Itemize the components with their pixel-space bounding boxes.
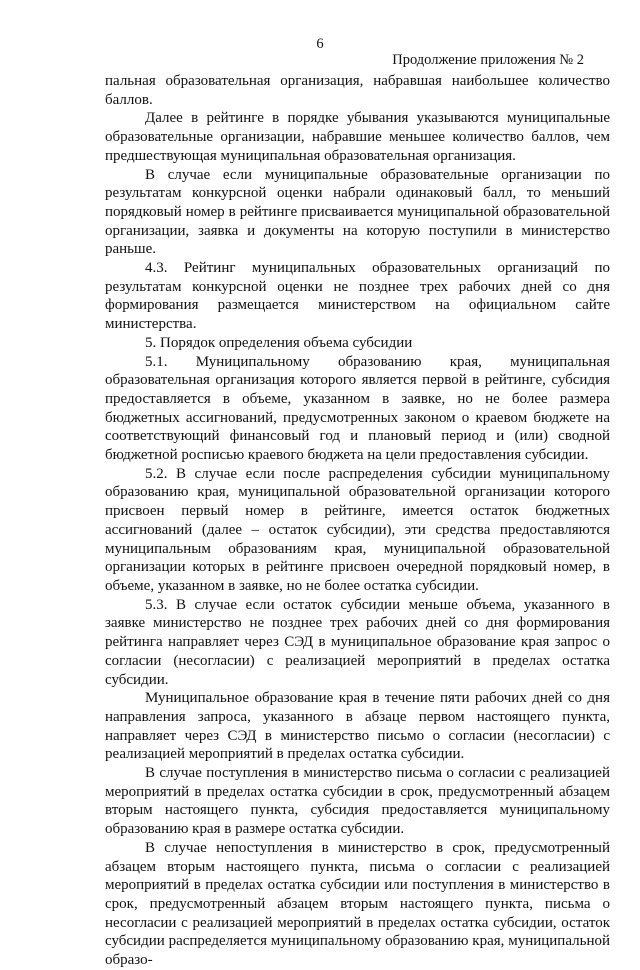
paragraph-2: Далее в рейтинге в порядке убывания указываются муниципальные образовательные организации, набравшие меньшее количество баллов, чем предшествующая муниципальная образовательная организация. — [105, 110, 610, 164]
paragraph-5-1: 5.1. Муниципальному образованию края, муниципальная образовательная организация которого является первой в рейтинге, субсидия предоставляется в объеме, указанном в заявке, но не более размера бюджетных ассигнований, предусмотренных законом о краевом бюджете на соответствующий финансовый год и плановый период и (или) сводной бюджетной росписью краевого бюджета на цели предоставления субсидии. — [105, 353, 610, 464]
paragraph-1: пальная образовательная организация, набравшая наибольшее количество баллов. — [105, 73, 610, 108]
document-body — [105, 72, 610, 970]
paragraph-3: В случае если муниципальные образовательные организации по результатам конкурсной оценки набрали одинаковый балл, то меньший порядковый номер в рейтинге присваивается муниципальной образовательной организации, заявка и документы на которую поступили в министерство раньше. — [105, 166, 610, 258]
paragraph-5-3-fourth: В случае непоступления в министерство в срок, предусмотренный абзацем вторым настоящего пункта, письма о согласии с реализацией мероприятий в пределах остатка субсидии или поступления в министерство в срок, предусмотренный абзацем вторым настоящего пункта, письма о несогласии с реализацией мероприятий в пределах остатка субсидии, остаток субсидии распределяется муниципальному образованию края, муниципальной образо- — [105, 839, 610, 969]
page-number: 6 — [316, 36, 324, 52]
paragraph-5-2: 5.2. В случае если после распределения субсидии муниципальному образованию края, муниципальной образовательной организации которого присвоен первый номер в рейтинге, имеется остаток бюджетных ассигнований (далее – остаток субсидии), эти средства предоставляются муниципальным образованиям края, муниципальной образовательной организации которых в рейтинге присвоен очередной порядковый номер, в объеме, указанном в заявке, но не более остатка субсидии. — [105, 465, 610, 594]
paragraph-5-3-second: Муниципальное образование края в течение пяти рабочих дней со дня направления запроса, указанного в абзаце первом настоящего пункта, направляет через СЭД в министерство письмо о согласии (несогласии) с реализацией мероприятий в пределах остатка субсидии. — [105, 690, 610, 763]
appendix-continuation-note: Продолжение приложения № 2 — [392, 52, 584, 68]
paragraph-4-3: 4.3. Рейтинг муниципальных образовательных организаций по результатам конкурсной оценки не позднее трех рабочих дней со дня формирования размещается министерством на официальном сайте министерства. — [105, 260, 610, 333]
section-heading-5: 5. Порядок определения объема субсидии — [145, 334, 413, 351]
paragraph-5-3: 5.3. В случае если остаток субсидии меньше объема, указанного в заявке министерство не позднее трех рабочих дней со дня формирования рейтинга направляет через СЭД в муниципальное образование края запрос о согласии (несогласии) с реализацией мероприятий в пределах остатка субсидии. — [105, 596, 610, 688]
paragraph-5-3-third: В случае поступления в министерство письма о согласии с реализацией мероприятий в пределах остатка субсидии в срок, предусмотренный абзацем вторым настоящего пункта, субсидия предоставляется муниципальному образованию края в размере остатка субсидии. — [105, 765, 610, 838]
